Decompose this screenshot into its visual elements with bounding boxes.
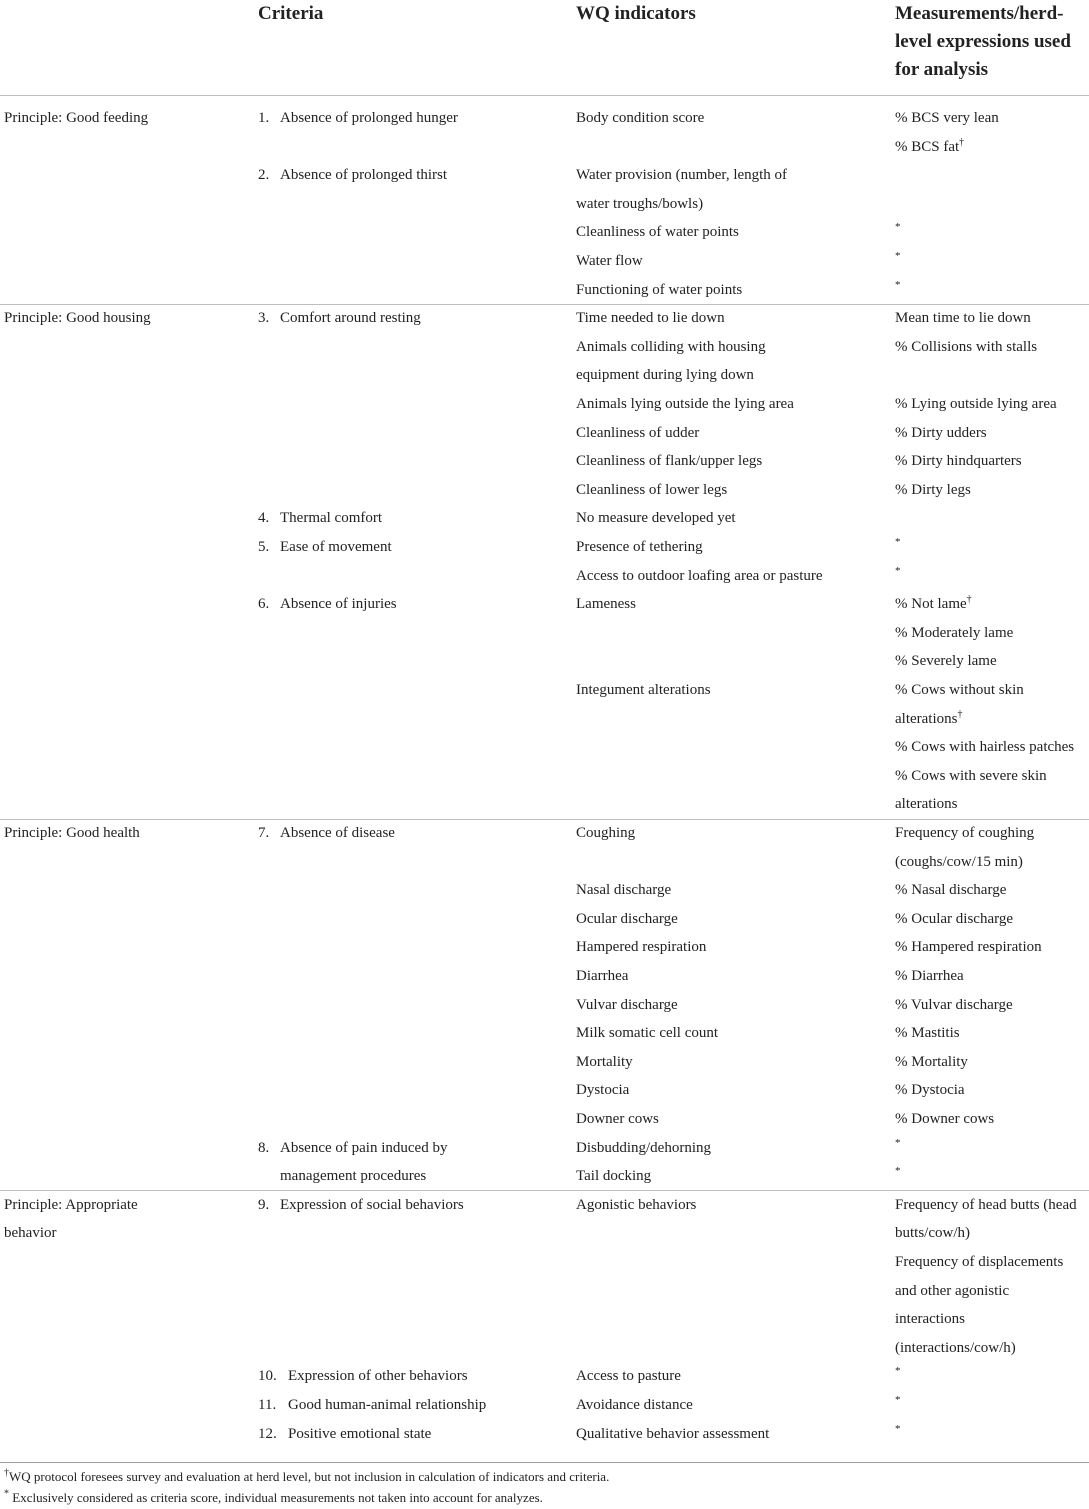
wq-indicator bbox=[576, 962, 628, 991]
measurement bbox=[895, 1105, 994, 1134]
table-row bbox=[0, 1391, 1089, 1420]
wq-indicator-text: Access to outdoor loafing area or pasture bbox=[576, 567, 823, 584]
measurement-text: * bbox=[895, 1136, 901, 1149]
wq-indicator bbox=[576, 390, 794, 419]
table-row bbox=[0, 819, 1089, 848]
wq-indicator-text: No measure developed yet bbox=[576, 510, 736, 527]
criteria-name-text: management procedures bbox=[280, 1168, 427, 1185]
table-row bbox=[0, 590, 1089, 619]
measurement-text: * bbox=[895, 1422, 901, 1435]
wq-indicator bbox=[576, 104, 704, 133]
criteria-name bbox=[280, 161, 447, 190]
measurement-text: % Lying outside lying area bbox=[895, 396, 1057, 412]
measurement-text: % Dystocia bbox=[895, 1082, 965, 1099]
measurement-text: * bbox=[895, 221, 901, 234]
criteria-number-text: 9. bbox=[258, 1196, 270, 1213]
measurement-text: % Dirty udders bbox=[895, 424, 987, 441]
header-wq-indicators: WQ indicators bbox=[576, 3, 696, 24]
measurement bbox=[895, 819, 1034, 848]
criteria-name bbox=[280, 590, 397, 619]
header-measurements-line-2: level expressions used bbox=[895, 31, 1071, 52]
measurement bbox=[895, 790, 957, 819]
dagger-mark: † bbox=[957, 708, 963, 720]
table-row bbox=[0, 562, 1089, 591]
measurement bbox=[895, 276, 901, 305]
wq-indicator bbox=[576, 476, 727, 505]
wq-indicator-text: Dystocia bbox=[576, 1082, 630, 1099]
table-row bbox=[0, 676, 1089, 705]
measurement-text: * bbox=[895, 536, 901, 548]
criteria-name bbox=[280, 304, 421, 333]
criteria-name-text: Absence of pain induced by bbox=[280, 1139, 448, 1156]
wq-indicator-text: Downer cows bbox=[576, 1111, 659, 1127]
table-row bbox=[0, 762, 1089, 791]
measurement-text: % Hampered respiration bbox=[895, 939, 1042, 956]
principle-label-text: Principle: Good feeding bbox=[4, 110, 149, 126]
criteria-number bbox=[258, 304, 269, 333]
measurement bbox=[895, 1219, 970, 1248]
measurement bbox=[895, 104, 999, 133]
footnote-dagger-mark: † bbox=[4, 1467, 9, 1479]
table-row bbox=[0, 733, 1089, 762]
wq-indicator bbox=[576, 905, 678, 934]
criteria-name bbox=[280, 1134, 447, 1163]
measurement bbox=[895, 962, 964, 991]
principle-separator bbox=[0, 1190, 1089, 1191]
measurement bbox=[895, 390, 1057, 419]
wq-indicator-text: Time needed to lie down bbox=[576, 310, 725, 327]
table-row bbox=[0, 705, 1089, 734]
measurement-text: Frequency of coughing bbox=[895, 825, 1035, 841]
measurement-text: * bbox=[895, 250, 901, 262]
measurement-text: Mean time to lie down bbox=[895, 310, 1031, 327]
measurement bbox=[895, 333, 1037, 362]
wq-indicator-text: Tail docking bbox=[576, 1168, 652, 1185]
wq-indicator bbox=[576, 1134, 711, 1163]
wq-indicator-text: Cleanliness of udder bbox=[576, 424, 700, 441]
table-row bbox=[0, 1362, 1089, 1391]
wq-indicator-text: Body condition score bbox=[576, 110, 705, 126]
table-row bbox=[0, 361, 1089, 390]
measurement-text: (interactions/cow/h) bbox=[895, 1339, 1016, 1356]
wq-indicator bbox=[576, 276, 742, 305]
table-row bbox=[0, 1105, 1089, 1134]
criteria-name bbox=[288, 1362, 468, 1391]
wq-indicator-text: Cleanliness of water points bbox=[576, 224, 739, 241]
table-row bbox=[0, 876, 1089, 905]
criteria-name-text: Absence of prolonged thirst bbox=[280, 167, 448, 184]
criteria-number bbox=[258, 590, 269, 619]
table-row bbox=[0, 133, 1089, 162]
wq-indicator-text: Hampered respiration bbox=[576, 939, 707, 956]
wq-indicator bbox=[576, 562, 823, 591]
measurement-text: % Severely lame bbox=[895, 653, 997, 670]
measurement bbox=[895, 933, 1042, 962]
measurement-text: * bbox=[895, 564, 901, 577]
table-bottom-rule bbox=[0, 1462, 1089, 1463]
wq-indicator bbox=[576, 1076, 629, 1105]
principle-label bbox=[4, 819, 140, 848]
criteria-name bbox=[280, 1191, 464, 1220]
wq-indicator bbox=[576, 991, 678, 1020]
measurement bbox=[895, 619, 1013, 648]
measurement bbox=[895, 1334, 1016, 1363]
table-row bbox=[0, 161, 1089, 190]
measurement-text: % Dirty legs bbox=[895, 481, 971, 498]
criteria-number-text: 11. bbox=[258, 1397, 277, 1413]
measurement bbox=[895, 1191, 1077, 1220]
principle-label bbox=[4, 1219, 56, 1248]
criteria-name-text: Comfort around resting bbox=[280, 310, 421, 327]
dagger-mark: † bbox=[966, 594, 972, 606]
table-row bbox=[0, 333, 1089, 362]
wq-indicator-text: Animals colliding with housing bbox=[576, 338, 766, 355]
wq-indicator bbox=[576, 218, 739, 247]
wq-indicator bbox=[576, 333, 766, 362]
wq-indicator-text: Vulvar discharge bbox=[576, 996, 678, 1013]
table-row bbox=[0, 647, 1089, 676]
measurement bbox=[895, 1019, 960, 1048]
measurement-text: * bbox=[895, 1394, 901, 1406]
criteria-name bbox=[280, 819, 395, 848]
table-row bbox=[0, 1048, 1089, 1077]
table-row bbox=[0, 1162, 1089, 1191]
measurement-text: % Ocular discharge bbox=[895, 910, 1014, 927]
wq-indicator bbox=[576, 819, 635, 848]
measurement-text: % Nasal discharge bbox=[895, 882, 1007, 899]
principle-label-text: behavior bbox=[4, 1225, 57, 1242]
measurement-text: % Not lame bbox=[895, 596, 967, 613]
measurement bbox=[895, 1305, 965, 1334]
principle-label-text: Principle: Good housing bbox=[4, 310, 151, 327]
wq-indicator bbox=[576, 304, 725, 333]
measurement-text: alterations bbox=[895, 710, 958, 727]
criteria-name-text: Positive emotional state bbox=[288, 1425, 432, 1442]
footnote-asterisk-text: Exclusively considered as criteria score, individual measurements not taken into account for analyzes. bbox=[9, 1490, 543, 1505]
table-row bbox=[0, 790, 1089, 819]
measurement bbox=[895, 419, 987, 448]
measurement-text: % Moderately lame bbox=[895, 624, 1014, 641]
table-row bbox=[0, 190, 1089, 219]
principle-label bbox=[4, 104, 148, 133]
wq-indicator-text: Ocular discharge bbox=[576, 910, 678, 927]
wq-indicator bbox=[576, 1191, 696, 1220]
wq-indicator-text: water troughs/bowls) bbox=[576, 195, 704, 212]
principle-label bbox=[4, 1191, 138, 1220]
measurement-text: * bbox=[895, 1365, 901, 1378]
measurement bbox=[895, 218, 901, 247]
table-row bbox=[0, 1248, 1089, 1277]
footnote-dagger bbox=[4, 1468, 609, 1486]
principle-separator bbox=[0, 304, 1089, 305]
measurement bbox=[895, 1048, 968, 1077]
measurement bbox=[895, 533, 901, 562]
measurement bbox=[895, 848, 1023, 877]
measurement bbox=[895, 1162, 901, 1191]
criteria-name bbox=[288, 1420, 431, 1449]
table-row bbox=[0, 1334, 1089, 1363]
wq-indicator-text: Nasal discharge bbox=[576, 882, 672, 899]
wq-indicator-text: equipment during lying down bbox=[576, 367, 754, 384]
measurement-text: % Cows without skin bbox=[895, 682, 1024, 698]
measurement bbox=[895, 476, 971, 505]
wq-indicator bbox=[576, 1019, 718, 1048]
wq-indicator-text: Qualitative behavior assessment bbox=[576, 1425, 770, 1442]
wq-indicator bbox=[576, 504, 736, 533]
table-row bbox=[0, 1219, 1089, 1248]
table-header bbox=[0, 0, 1089, 96]
measurement bbox=[895, 562, 901, 591]
table-row bbox=[0, 962, 1089, 991]
wq-indicator-text: Coughing bbox=[576, 825, 636, 841]
table-row bbox=[0, 247, 1089, 276]
wq-indicator-text: Cleanliness of lower legs bbox=[576, 481, 728, 498]
measurement bbox=[895, 1076, 965, 1105]
wq-indicator-text: Animals lying outside the lying area bbox=[576, 396, 794, 412]
criteria-number-text: 2. bbox=[258, 167, 270, 184]
criteria-name-text: Expression of social behaviors bbox=[280, 1196, 464, 1213]
measurement-text: % Cows with severe skin bbox=[895, 767, 1047, 784]
table-row bbox=[0, 1277, 1089, 1306]
wq-indicator-text: Water flow bbox=[576, 253, 643, 269]
table-row bbox=[0, 1305, 1089, 1334]
measurement-text: and other agonistic bbox=[895, 1282, 1010, 1299]
table-row bbox=[0, 848, 1089, 877]
wq-indicator-text: Mortality bbox=[576, 1053, 633, 1070]
criteria-number bbox=[258, 1191, 269, 1220]
wq-indicator-text: Integument alterations bbox=[576, 682, 711, 698]
wq-indicator bbox=[576, 190, 703, 219]
measurement-text: % Downer cows bbox=[895, 1111, 995, 1127]
wq-indicator bbox=[576, 676, 711, 705]
wq-indicator bbox=[576, 590, 636, 619]
measurement-text: % Collisions with stalls bbox=[895, 338, 1038, 355]
measurement-text: alterations bbox=[895, 796, 958, 813]
table-row bbox=[0, 504, 1089, 533]
measurement bbox=[895, 1277, 1009, 1306]
criteria-number bbox=[258, 104, 269, 133]
footnote-asterisk-mark: * bbox=[4, 1488, 9, 1500]
measurement bbox=[895, 705, 962, 734]
principle-label-text: Principle: Appropriate bbox=[4, 1196, 138, 1213]
measurement bbox=[895, 247, 901, 276]
criteria-name bbox=[280, 1162, 426, 1191]
table-row bbox=[0, 1134, 1089, 1163]
wq-indicator bbox=[576, 419, 699, 448]
measurement bbox=[895, 1391, 901, 1420]
wq-indicator bbox=[576, 1048, 633, 1077]
criteria-number-text: 5. bbox=[258, 539, 270, 555]
table-row bbox=[0, 619, 1089, 648]
criteria-number bbox=[258, 533, 269, 562]
measurement-text: % Mortality bbox=[895, 1053, 968, 1070]
measurement bbox=[895, 447, 1022, 476]
measurement-text: * bbox=[895, 1165, 901, 1178]
footnote-dagger-text: WQ protocol foresees survey and evaluation at herd level, but not inclusion in calculation of indicators and criteria. bbox=[9, 1469, 610, 1484]
wq-indicator-text: Diarrhea bbox=[576, 968, 629, 984]
table-row bbox=[0, 1076, 1089, 1105]
criteria-number-text: 4. bbox=[258, 510, 270, 527]
table-row bbox=[0, 276, 1089, 305]
wq-indicator bbox=[576, 161, 787, 190]
wq-indicator bbox=[576, 447, 762, 476]
measurement bbox=[895, 876, 1006, 905]
header-measurements-line-3: for analysis bbox=[895, 59, 989, 80]
wq-indicator-text: Water provision (number, length of bbox=[576, 167, 788, 184]
measurement-text: * bbox=[895, 278, 901, 291]
wq-indicator-text: Access to pasture bbox=[576, 1368, 681, 1385]
wq-indicator-text: Lameness bbox=[576, 596, 636, 613]
measurement bbox=[895, 991, 1013, 1020]
measurement-text: % BCS fat bbox=[895, 138, 960, 155]
dagger-mark: † bbox=[959, 136, 965, 148]
wq-indicator bbox=[576, 1162, 651, 1191]
header-measurements-line-1: Measurements/herd- bbox=[895, 3, 1064, 24]
table-row bbox=[0, 218, 1089, 247]
principle-label-text: Principle: Good health bbox=[4, 825, 140, 841]
criteria-name bbox=[280, 533, 392, 562]
measurement-text: % Diarrhea bbox=[895, 968, 964, 984]
criteria-number-text: 6. bbox=[258, 596, 270, 613]
measurement-text: Frequency of displacements bbox=[895, 1254, 1064, 1270]
criteria-name-text: Absence of injuries bbox=[280, 596, 397, 613]
measurement bbox=[895, 1420, 901, 1449]
criteria-name-text: Ease of movement bbox=[280, 539, 392, 555]
table-row bbox=[0, 1420, 1089, 1449]
criteria-number bbox=[258, 161, 269, 190]
criteria-number-text: 10. bbox=[258, 1368, 277, 1385]
criteria-number-text: 12. bbox=[258, 1425, 277, 1442]
criteria-name-text: Absence of prolonged hunger bbox=[280, 110, 458, 126]
measurement-text: butts/cow/h) bbox=[895, 1225, 970, 1242]
header-criteria: Criteria bbox=[258, 3, 324, 24]
criteria-number-text: 8. bbox=[258, 1139, 270, 1156]
criteria-number bbox=[258, 819, 269, 848]
wq-indicator-text: Disbudding/dehorning bbox=[576, 1139, 711, 1156]
table-row bbox=[0, 1019, 1089, 1048]
measurement-text: Frequency of head butts (head bbox=[895, 1196, 1077, 1213]
measurement-text: (coughs/cow/15 min) bbox=[895, 853, 1023, 870]
wq-indicator bbox=[576, 1362, 681, 1391]
wq-indicator bbox=[576, 1391, 693, 1420]
wq-indicator-text: Milk somatic cell count bbox=[576, 1025, 719, 1042]
measurement bbox=[895, 1134, 901, 1163]
table-row bbox=[0, 476, 1089, 505]
principle-label bbox=[4, 304, 151, 333]
principle-separator bbox=[0, 819, 1089, 820]
table-row bbox=[0, 304, 1089, 333]
wq-indicator bbox=[576, 876, 671, 905]
criteria-name bbox=[288, 1391, 486, 1420]
wq-indicator bbox=[576, 361, 754, 390]
criteria-number bbox=[258, 504, 269, 533]
wq-indicator-text: Avoidance distance bbox=[576, 1397, 693, 1413]
criteria-name bbox=[280, 104, 458, 133]
criteria-number-text: 7. bbox=[258, 825, 270, 841]
wq-indicator bbox=[576, 247, 643, 276]
criteria-number bbox=[258, 1362, 277, 1391]
measurement bbox=[895, 733, 1074, 762]
measurement bbox=[895, 905, 1013, 934]
footnote-asterisk bbox=[4, 1489, 543, 1507]
wq-indicator-text: Presence of tethering bbox=[576, 539, 703, 555]
measurement-text: % Dirty hindquarters bbox=[895, 453, 1022, 470]
criteria-name-text: Thermal comfort bbox=[280, 510, 383, 527]
criteria-name bbox=[280, 504, 382, 533]
measurement bbox=[895, 590, 972, 619]
criteria-number bbox=[258, 1391, 276, 1420]
measurement bbox=[895, 133, 964, 162]
table-row bbox=[0, 390, 1089, 419]
criteria-number-text: 1. bbox=[258, 110, 270, 126]
measurement-text: % Vulvar discharge bbox=[895, 996, 1013, 1013]
table-row bbox=[0, 905, 1089, 934]
criteria-number bbox=[258, 1420, 277, 1449]
measurement bbox=[895, 647, 997, 676]
measurement bbox=[895, 762, 1047, 791]
measurement bbox=[895, 304, 1031, 333]
measurement-text: % BCS very lean bbox=[895, 110, 999, 126]
criteria-number bbox=[258, 1134, 269, 1163]
wq-indicator bbox=[576, 533, 703, 562]
criteria-name-text: Absence of disease bbox=[280, 825, 395, 841]
table-row bbox=[0, 104, 1089, 133]
table-row bbox=[0, 533, 1089, 562]
wq-indicator bbox=[576, 1420, 769, 1449]
table-row bbox=[0, 933, 1089, 962]
wq-indicator bbox=[576, 933, 706, 962]
table-row bbox=[0, 1191, 1089, 1220]
table-row bbox=[0, 991, 1089, 1020]
measurement-text: % Cows with hairless patches bbox=[895, 739, 1075, 756]
measurement bbox=[895, 1362, 901, 1391]
measurement-text: interactions bbox=[895, 1311, 965, 1328]
wq-indicator bbox=[576, 1105, 659, 1134]
criteria-number-text: 3. bbox=[258, 310, 270, 327]
wq-indicator-text: Agonistic behaviors bbox=[576, 1196, 697, 1213]
measurement bbox=[895, 676, 1024, 705]
measurement bbox=[895, 1248, 1063, 1277]
wq-indicator-text: Cleanliness of flank/upper legs bbox=[576, 453, 763, 470]
criteria-name-text: Good human-animal relationship bbox=[288, 1397, 487, 1413]
wq-indicator-text: Functioning of water points bbox=[576, 281, 743, 298]
table-row bbox=[0, 447, 1089, 476]
table-row bbox=[0, 419, 1089, 448]
measurement-text: % Mastitis bbox=[895, 1025, 960, 1042]
criteria-name-text: Expression of other behaviors bbox=[288, 1368, 468, 1385]
